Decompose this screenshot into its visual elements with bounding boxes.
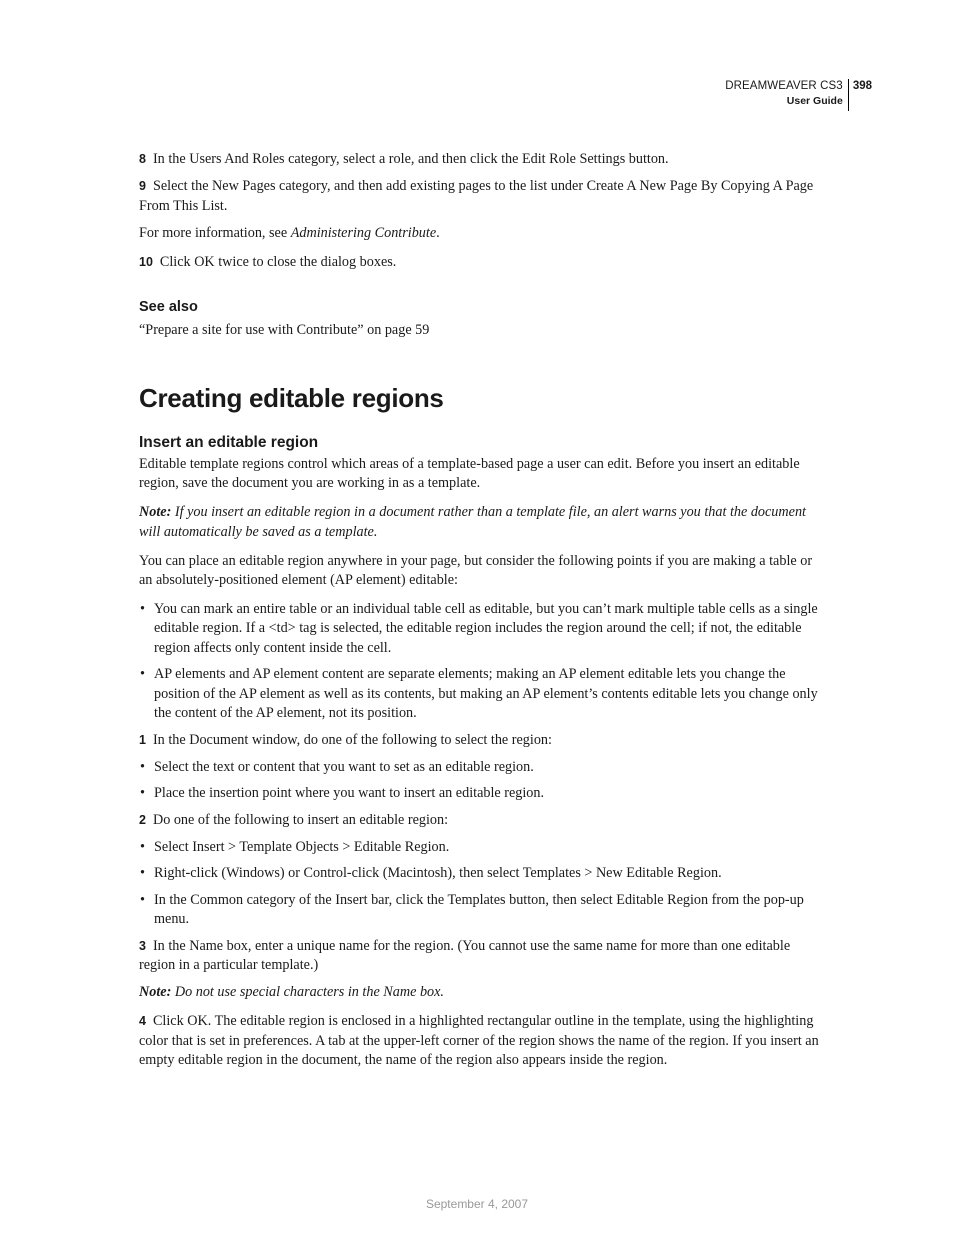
step-text: In the Users And Roles category, select a role, and then click the Edit Role Settings button.: [152, 151, 669, 167]
step-3: [139, 937, 819, 976]
bullet-icon: •: [140, 758, 145, 775]
list-item-text: You can mark an entire table or an individual table cell as editable, but you can’t mark multiple table cells as a single editable region. If a <td> tag is selected, the editable region includes the region around the cell; if not, the editable region affects only content inside the cell.: [154, 600, 818, 656]
list-item: [139, 758, 819, 778]
step-1: [139, 731, 819, 751]
list-item: [139, 838, 819, 858]
step-number: 9: [139, 179, 146, 193]
more-info-title: Administering Contribute: [290, 224, 437, 241]
step-text: In the Document window, do one of the following to select the region:: [152, 731, 552, 748]
consider-paragraph: You can place an editable region anywhere in your page, but consider the following points if you are making a table or an absolutely-positioned element (AP element) editable:: [139, 552, 813, 588]
bullet-icon: •: [140, 785, 145, 801]
list-item-text: Place the insertion point where you want to insert an editable region.: [154, 785, 545, 801]
bullet-icon: •: [140, 865, 145, 881]
guide-name: User Guide: [786, 95, 843, 107]
list-item: [139, 784, 819, 804]
step-text: Do one of the following to insert an editable region:: [152, 811, 449, 828]
list-item-text: Right-click (Windows) or Control-click (Macintosh), then select Templates > New Editable Region.: [154, 865, 722, 881]
bullet-icon: •: [140, 600, 145, 617]
list-item-text: Select the text or content that you want to set as an editable region.: [154, 758, 534, 775]
note-text: If you insert an editable region in a document rather than a template file, an alert warns you that the document will automatically be saved as a template.: [139, 504, 806, 540]
step-4: [139, 1012, 819, 1071]
note-2: [139, 983, 819, 1003]
step-number: 8: [139, 152, 146, 166]
intro-paragraph: Editable template regions control which areas of a template-based page a user can edit. Before you insert an editable region, save the document you are working in as a template.: [139, 455, 800, 491]
note-label: Note:: [139, 984, 172, 1000]
section-title: Creating editable regions: [139, 382, 444, 413]
list-item: [139, 665, 819, 724]
list-item: [139, 600, 819, 659]
step-2: [139, 811, 819, 831]
step-8: [139, 150, 819, 170]
note-text: Do not use special characters in the Name box.: [171, 984, 444, 1000]
note-1: [139, 503, 819, 542]
page-footer-date: September 4, 2007: [425, 1197, 529, 1211]
note-label: Note:: [139, 504, 172, 520]
list-item: [139, 891, 819, 930]
bullet-icon: •: [140, 838, 145, 855]
see-also-heading: See also: [139, 299, 198, 315]
product-name: DREAMWEAVER CS3: [725, 80, 843, 92]
page-number: 398: [852, 80, 872, 92]
step-number: 2: [139, 812, 146, 827]
page-header: [725, 79, 872, 111]
page-content: [139, 150, 819, 1078]
step-9: [139, 177, 819, 216]
step-number: 10: [139, 254, 153, 269]
list-item-text: In the Common category of the Insert bar, click the Templates button, then select Editable Region from the pop-up menu.: [154, 891, 804, 927]
bullet-icon: •: [140, 666, 145, 682]
step-text: Click OK twice to close the dialog boxes.: [159, 253, 397, 270]
list-item: [139, 864, 819, 884]
list-item-text: Select Insert > Template Objects > Editable Region.: [154, 838, 450, 855]
step-number: 4: [139, 1014, 146, 1028]
subsection-title: Insert an editable region: [139, 433, 319, 451]
step-text: In the Name box, enter a unique name for the region. (You cannot use the same name for more than one editable region in a particular template.): [139, 937, 791, 973]
step-text: Select the New Pages category, and then add existing pages to the list under Create A New Page By Copying A Page From This List.: [139, 178, 814, 214]
more-info-prefix: For more information, see: [139, 224, 291, 241]
step-text: Click OK. The editable region is enclosed in a highlighted rectangular outline in the template, using the highlighting color that is set in preferences. A tab at the upper-left corner of the region shows the name of the region. If you insert an empty editable region in the document, the name of the region also appears inside the region.: [139, 1013, 819, 1068]
step-10: [139, 253, 819, 273]
more-info-suffix: .: [436, 224, 440, 241]
list-item-text: AP elements and AP element content are separate elements; making an AP element editable lets you change the position of the AP element as well as its contents, but making an AP element’s contents editable lets you change only the content of the AP element, not its position.: [154, 666, 818, 721]
step-number: 1: [139, 732, 146, 747]
see-also-link[interactable]: “Prepare a site for use with Contribute” on page 59: [139, 322, 430, 338]
header-titles: [725, 79, 849, 111]
more-info: [139, 224, 819, 244]
bullet-icon: •: [140, 891, 145, 908]
step-number: 3: [139, 938, 146, 953]
